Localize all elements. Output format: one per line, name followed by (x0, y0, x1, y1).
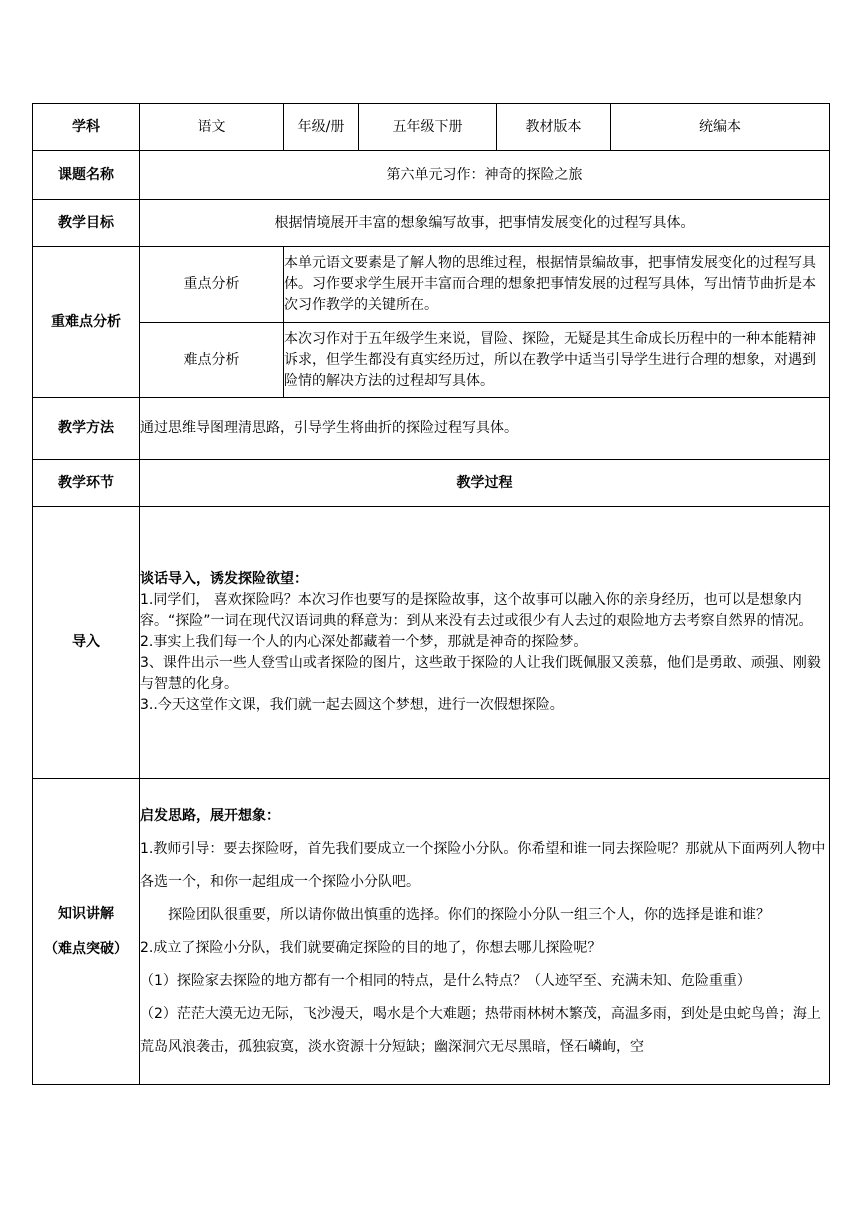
knowledge-content (140, 779, 830, 1085)
process-header-row (33, 460, 830, 507)
key-text: 本单元语文要素是了解人物的思维过程，根据情景编故事，把事情发展变化的过程写具体。习作要求学生展开丰富而合理的想象把事情发展的过程写具体，写出情节曲折是本次习作教学的关键所在。 (284, 247, 830, 323)
key-label: 重点分析 (140, 247, 284, 323)
intro-paragraph-3: 3、课件出示一些人登雪山或者探险的图片，这些敢于探险的人让我们既佩服又羡慕，他们是勇敢、顽强、刚毅与智慧的化身。 (140, 655, 821, 692)
grade-value: 五年级下册 (359, 104, 497, 151)
process-stage-label: 教学环节 (33, 460, 140, 507)
knowledge-heading: 启发思路，展开想象： (140, 807, 280, 824)
intro-heading: 谈话导入，诱发探险欲望： (140, 571, 308, 587)
intro-paragraph-2: 2.事实上我们每一个人的内心深处都藏着一个梦，那就是神奇的探险梦。 (140, 634, 588, 650)
process-label: 教学过程 (140, 460, 830, 507)
knowledge-row (33, 779, 830, 1085)
goal-value: 根据情境展开丰富的想象编写故事，把事情发展变化的过程写具体。 (140, 200, 830, 247)
knowledge-label-line2: （难点突破） (44, 940, 128, 957)
key-analysis-row (33, 247, 830, 323)
title-value: 第六单元习作：神奇的探险之旅 (140, 151, 830, 200)
knowledge-label-line1: 知识讲解 (58, 905, 114, 922)
method-value: 通过思维导图理清思路，引导学生将曲折的探险过程写具体。 (140, 398, 830, 460)
subject-label: 学科 (33, 104, 140, 151)
difficult-analysis-row (33, 323, 830, 398)
intro-content (140, 507, 830, 779)
knowledge-paragraph-1: 1.教师引导：要去探险呀，首先我们要成立一个探险小分队。你希望和谁一同去探险呢？那就从下面两列人物中各选一个，和你一起组成一个探险小分队吧。 (140, 840, 826, 890)
intro-paragraph-4: 3..今天这堂作文课，我们就一起去圆这个梦想，进行一次假想探险。 (140, 697, 564, 713)
analysis-label: 重难点分析 (33, 247, 140, 398)
goal-row (33, 200, 830, 247)
grade-label: 年级/册 (284, 104, 359, 151)
goal-label: 教学目标 (33, 200, 140, 247)
header-row (33, 104, 830, 151)
difficult-text: 本次习作对于五年级学生来说，冒险、探险，无疑是其生命成长历程中的一种本能精神诉求，但学生都没有真实经历过，所以在教学中适当引导学生进行合理的想象，对遇到险情的解决方法的过程却写具体。 (284, 323, 830, 398)
intro-row (33, 507, 830, 779)
title-row (33, 151, 830, 200)
intro-label: 导入 (33, 507, 140, 779)
knowledge-paragraph-2: 探险团队很重要，所以请你做出慎重的选择。你们的探险小分队一组三个人，你的选择是谁和谁？ (168, 906, 770, 923)
knowledge-paragraph-3: 2.成立了探险小分队，我们就要确定探险的目的地了，你想去哪儿探险呢？ (140, 939, 602, 956)
knowledge-paragraph-5: （2）茫茫大漠无边无际，飞沙漫天，喝水是个大难题；热带雨林树木繁茂，高温多雨，到处是虫蛇鸟兽；海上荒岛风浪袭击，孤独寂寞，淡水资源十分短缺；幽深洞穴无尽黑暗，怪石嶙峋，空 (140, 1005, 821, 1055)
knowledge-paragraph-4: （1）探险家去探险的地方都有一个相同的特点，是什么特点？（人迹罕至、充满未知、危险重重） (140, 972, 751, 989)
lesson-plan-table (32, 103, 830, 1085)
subject-value: 语文 (140, 104, 284, 151)
method-label: 教学方法 (33, 398, 140, 460)
difficult-label: 难点分析 (140, 323, 284, 398)
knowledge-label (33, 779, 140, 1085)
title-label: 课题名称 (33, 151, 140, 200)
edition-label: 教材版本 (497, 104, 611, 151)
method-row (33, 398, 830, 460)
edition-value: 统编本 (611, 104, 830, 151)
intro-paragraph-1: 1.同学们， 喜欢探险吗？本次习作也要写的是探险故事，这个故事可以融入你的亲身经历，也可以是想象内容。“探险”一词在现代汉语词典的释意为：到从来没有去过或很少有人去过的艰险地方去考察自然界的情况。 (140, 592, 813, 629)
